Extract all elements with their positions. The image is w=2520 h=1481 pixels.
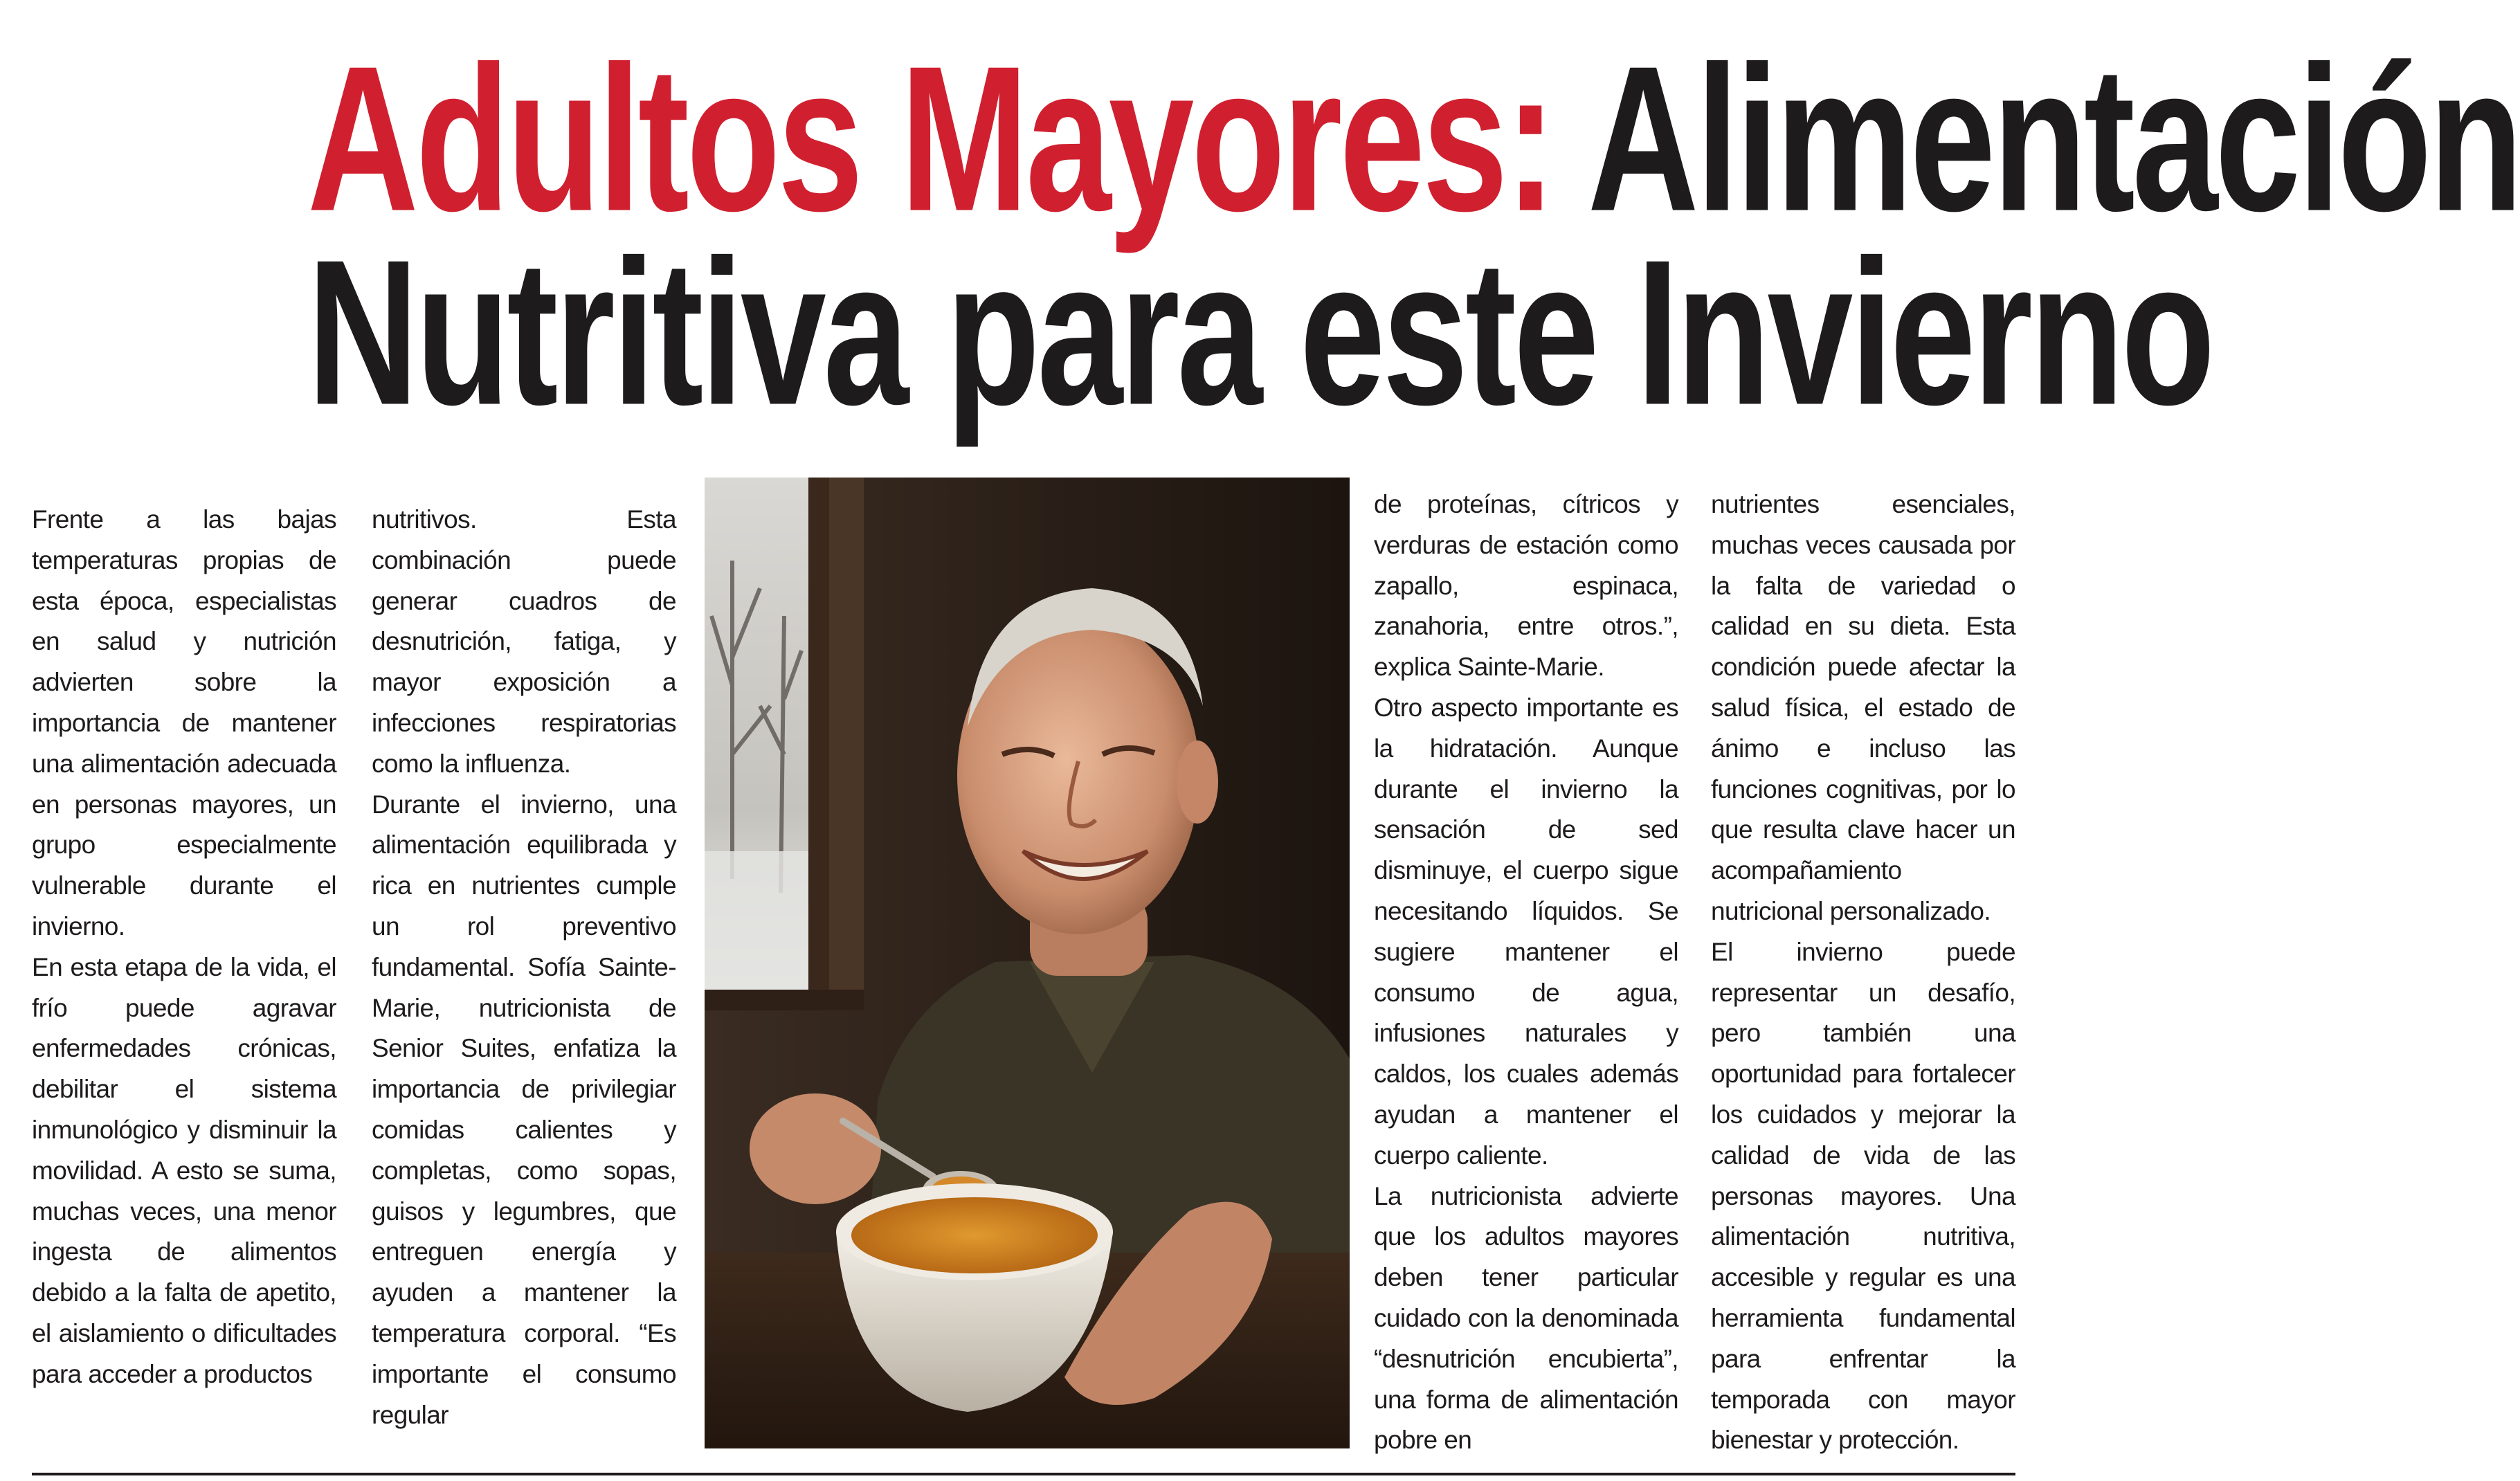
- paragraph: Durante el invierno, una alimentación equilibrada y rica en nutrientes cumple un rol preventivo fundamental. Sofía Sainte-Marie, nutricionista de Senior Suites, enfatiza la importancia de privilegiar comidas calientes y completas, como sopas, guisos y legumbres, que entreguen energía y ayuden a mantener la temperatura corporal. “Es importante el consumo regular: [372, 790, 676, 1429]
- paragraph: Frente a las bajas temperaturas propias de esta época, especialistas en salud y nutrición advierten sobre la importancia de mantener una alimentación adecuada en personas mayores, un grupo especialmente vulnerable durante el invierno.: [32, 505, 336, 941]
- bottom-rule: [32, 1473, 2015, 1475]
- article-column-2: [372, 500, 676, 1435]
- article-column-3: [1374, 484, 1678, 1461]
- paragraph: nutritivos. Esta combinación puede generar cuadros de desnutrición, fatiga, y mayor exposición a infecciones respiratorias como la influenza.: [372, 505, 676, 778]
- article-column-4: [1711, 484, 2015, 1461]
- paragraph: En esta etapa de la vida, el frío puede agravar enfermedades crónicas, debilitar el sistema inmunológico y disminuir la movilidad. A esto se suma, muchas veces, una menor ingesta de alimentos debido a la falta de apetito, el aislamiento o dificultades para acceder a productos: [32, 952, 336, 1388]
- paragraph: Otro aspecto importante es la hidratación. Aunque durante el invierno la sensación de sed disminuye, el cuerpo sigue necesitando líquidos. Se sugiere mantener el consumo de agua, infusiones naturales y caldos, los cuales además ayudan a mantener el cuerpo caliente.: [1374, 693, 1678, 1170]
- paragraph: nutrientes esenciales, muchas veces causada por la falta de variedad o calidad en su dieta. Esta condición puede afectar la salud física, el estado de ánimo e incluso las funciones cognitivas, por lo que resulta clave hacer un acompañamiento nutricional personalizado.: [1711, 490, 2015, 925]
- headline-dark-part: Alimentación: [1553, 23, 2520, 255]
- article-photo: [705, 478, 1350, 1448]
- paragraph: de proteínas, cítricos y verduras de estación como zapallo, espinaca, zanahoria, entre otros.”, explica Sainte-Marie.: [1374, 490, 1678, 682]
- headline-line-2: Nutritiva para este Invierno: [307, 217, 2213, 448]
- headline-line-1: [307, 23, 2520, 255]
- paragraph: El invierno puede representar un desafío, pero también una oportunidad para fortalecer los cuidados y mejorar la calidad de vida de las personas mayores. Una alimentación nutritiva, accesible y regular es una herramienta fundamental para enfrentar la temporada con mayor bienestar y protección.: [1711, 937, 2015, 1455]
- paragraph: La nutricionista advierte que los adultos mayores deben tener particular cuidado con la denominada “desnutrición encubierta”, una forma de alimentación pobre en: [1374, 1181, 1678, 1455]
- article-column-1: [32, 500, 336, 1395]
- headline-red-part: Adultos Mayores:: [307, 23, 1554, 255]
